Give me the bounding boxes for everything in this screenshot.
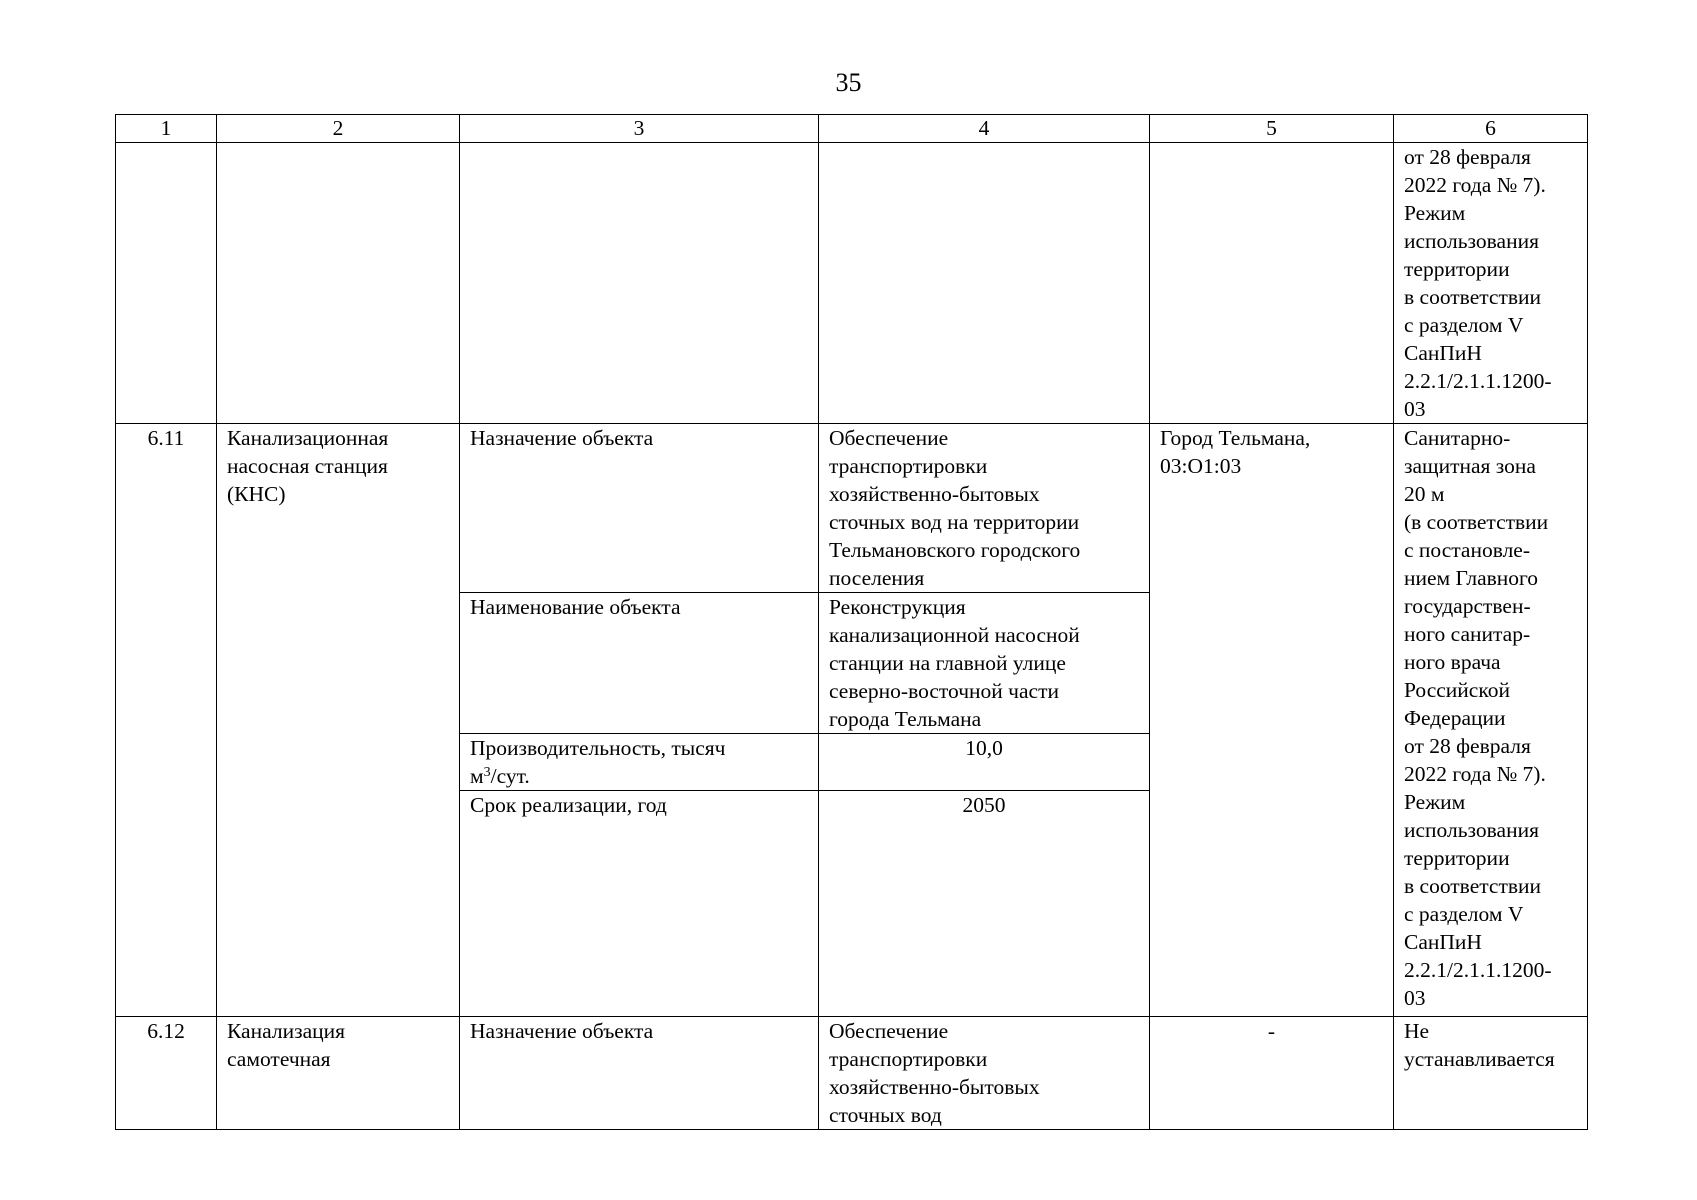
capacity-label-prefix: Производительность, тысяч м xyxy=(470,736,726,788)
objects-table xyxy=(115,114,1588,1130)
page-number: 35 xyxy=(835,68,862,97)
column-number-4: 4 xyxy=(819,115,1150,143)
row-number: 6.12 xyxy=(116,1017,217,1130)
param-label-purpose: Назначение объекта xyxy=(460,1017,819,1130)
column-number-2: 2 xyxy=(217,115,460,143)
param-value-purpose: Обеспечение транспортировки хозяйственно-бытовых сточных вод xyxy=(819,1017,1150,1130)
capacity-label-suffix: /сут. xyxy=(490,764,530,788)
object-location: Город Тельмана, 03:О1:03 xyxy=(1150,424,1394,1017)
continuation-row xyxy=(116,143,1588,424)
column-number-row xyxy=(116,115,1588,143)
object-name: Канализация самотечная xyxy=(217,1017,460,1130)
capacity-label-exponent: 3 xyxy=(483,765,491,780)
row-number: 6.11 xyxy=(116,424,217,1017)
param-value-purpose: Обеспечение транспортировки хозяйственно-бытовых сточных вод на территории Тельмановского городского поселения xyxy=(819,424,1150,593)
column-number-6: 6 xyxy=(1394,115,1588,143)
column-number-3: 3 xyxy=(460,115,819,143)
continuation-cell-5 xyxy=(1150,143,1394,424)
object-location: - xyxy=(1150,1017,1394,1130)
table-row-6-11 xyxy=(116,424,1588,593)
continuation-zone-text: от 28 февраля 2022 года № 7). Режим использования территории в соответствии с разделом V СанПиН 2.2.1/2.1.1.1200- 03 xyxy=(1394,143,1588,424)
sanitary-zone: Санитарно- защитная зона 20 м (в соответствии с постановле- нием Главного государствен- ного санитар- ного врача Российской Федерации от 28 февраля 2022 года № 7). Режим использования территории в соответствии с разделом V СанПиН 2.2.1/2.1.1.1200- 03 xyxy=(1394,424,1588,1017)
column-number-5: 5 xyxy=(1150,115,1394,143)
param-value-name: Реконструкция канализационной насосной станции на главной улице северно-восточной части города Тельмана xyxy=(819,593,1150,734)
continuation-cell-3 xyxy=(460,143,819,424)
param-value-capacity: 10,0 xyxy=(819,734,1150,791)
column-number-1: 1 xyxy=(116,115,217,143)
param-label-purpose: Назначение объекта xyxy=(460,424,819,593)
param-label-capacity xyxy=(460,734,819,791)
param-value-term: 2050 xyxy=(819,791,1150,1017)
sanitary-zone: Не устанавливается xyxy=(1394,1017,1588,1130)
param-label-name: Наименование объекта xyxy=(460,593,819,734)
object-name: Канализационная насосная станция (КНС) xyxy=(217,424,460,1017)
continuation-cell-4 xyxy=(819,143,1150,424)
continuation-cell-1 xyxy=(116,143,217,424)
param-label-term: Срок реализации, год xyxy=(460,791,819,1017)
table-row-6-12 xyxy=(116,1017,1588,1130)
continuation-cell-2 xyxy=(217,143,460,424)
